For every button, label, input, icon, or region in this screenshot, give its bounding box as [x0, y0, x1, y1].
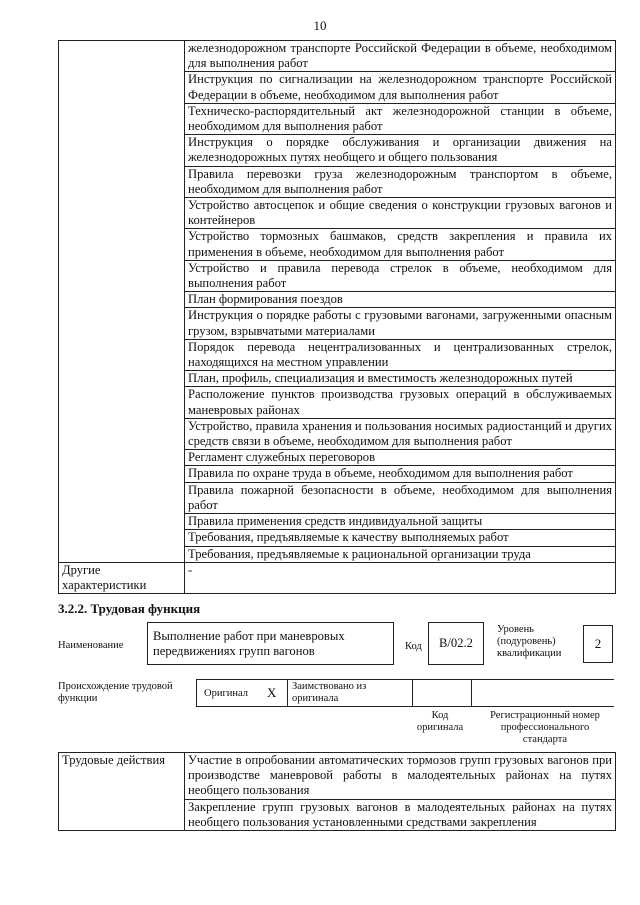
knowledge-item: Устройство и правила перевода стрелок в объеме, необходимом для выполнения работ	[185, 260, 616, 291]
knowledge-item: Правила перевозки груза железнодорожным транспортом в объеме, необходимом для выполнения работ	[185, 166, 616, 197]
knowledge-item: Расположение пунктов производства грузовых операций в обслуживаемых маневровых районах	[185, 387, 616, 418]
original-label: Оригинал	[204, 688, 248, 699]
knowledge-item: Регламент служебных переговоров	[185, 450, 616, 466]
function-name-box	[147, 622, 394, 665]
function-name: Выполнение работ при маневровых передвижениях групп вагонов	[153, 629, 345, 658]
origin-label: Происхождение трудовой функции	[58, 681, 173, 704]
knowledge-item: План, профиль, специализация и вместимость железнодорожных путей	[185, 371, 616, 387]
knowledge-item: Инструкция о порядке работы с грузовыми вагонами, загруженными опасным грузом, взрывчатыми материалами	[185, 308, 616, 339]
level-label: Уровень (подуровень) квалификации	[497, 624, 562, 659]
reg-number-caption: Регистрационный номер профессионального стандарта	[490, 710, 600, 745]
knowledge-item: Правила пожарной безопасности в объеме, необходимом для выполнения работ	[185, 482, 616, 513]
code-original-caption: Код оригинала	[416, 710, 464, 733]
borrowed-label: Заимствовано из оригинала	[292, 681, 367, 704]
knowledge-item: Устройство автосцепок и общие сведения о конструкции грузовых вагонов и контейнеров	[185, 198, 616, 229]
knowledge-label-cell	[59, 41, 185, 563]
origin-row	[196, 679, 614, 707]
knowledge-item: Требования, предъявляемые к качеству выполняемых работ	[185, 530, 616, 546]
knowledge-item: Устройство, правила хранения и пользования носимых радиостанций и других средств связи в объеме, необходимом для выполнения работ	[185, 418, 616, 449]
knowledge-item: Порядок перевода нецентрализованных и централизованных стрелок, находящихся на местном управлении	[185, 339, 616, 370]
original-mark: X	[267, 685, 277, 700]
knowledge-item: Инструкция о порядке обслуживания и организации движения на железнодорожных путях необщего и общего пользования	[185, 135, 616, 166]
knowledge-item: железнодорожном транспорте Российской Федерации в объеме, необходимом для выполнения работ	[185, 41, 616, 72]
table-row	[59, 41, 616, 72]
knowledge-item: Инструкция по сигнализации на железнодорожном транспорте Российской Федерации в объеме, необходимом для выполнения работ	[185, 72, 616, 103]
action-item: Закрепление групп грузовых вагонов в малодеятельных районах на путях необщего пользования установленными средствами закрепления	[185, 799, 616, 830]
name-label: Наименование	[58, 640, 124, 651]
actions-label: Трудовые действия	[59, 753, 185, 831]
reg-number-cell	[471, 679, 614, 707]
other-characteristics-label: Другие характеристики	[59, 562, 185, 593]
code-label: Код	[405, 641, 422, 652]
knowledge-item: Устройство тормозных башмаков, средств закрепления и правила их применения в объеме, необходимом для выполнения работ	[185, 229, 616, 260]
function-code-box	[428, 622, 484, 665]
page-number: 10	[313, 18, 327, 33]
actions-table	[58, 752, 616, 831]
knowledge-item: Правила применения средств индивидуальной защиты	[185, 514, 616, 530]
knowledge-item: План формирования поездов	[185, 292, 616, 308]
table-row	[59, 753, 616, 800]
other-characteristics-value: -	[185, 562, 616, 593]
code-original-cell	[412, 679, 472, 707]
knowledge-item: Техническо-распорядительный акт железнодорожной станции в объеме, необходимом для выполнения работ	[185, 103, 616, 134]
knowledge-item: Требования, предъявляемые к рациональной организации труда	[185, 546, 616, 562]
section-title: 3.2.2. Трудовая функция	[58, 601, 201, 616]
knowledge-table	[58, 40, 616, 594]
function-code: B/02.2	[439, 636, 473, 650]
knowledge-item: Правила по охране труда в объеме, необходимом для выполнения работ	[185, 466, 616, 482]
level-value: 2	[594, 636, 602, 651]
action-item: Участие в опробовании автоматических тормозов групп грузовых вагонов при производстве маневровой работы в малодеятельных районах на путях необщего пользования	[185, 753, 616, 800]
level-box	[583, 625, 613, 663]
table-row	[59, 562, 616, 593]
